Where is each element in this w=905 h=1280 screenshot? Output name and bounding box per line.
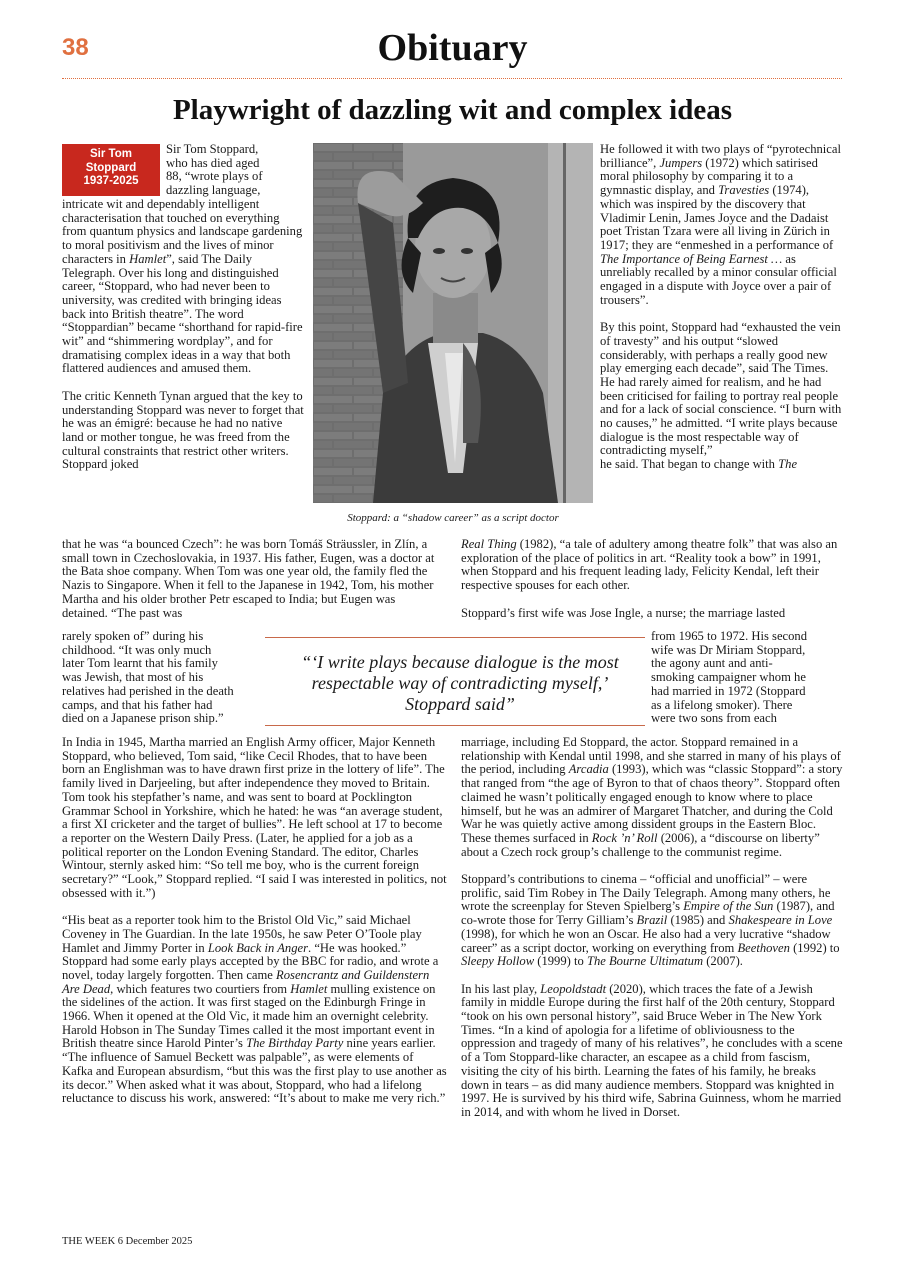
wide-text-2 <box>62 736 447 1106</box>
paragraph-kendal: marriage, including Ed Stoppard, the actor. Stoppard remained in a relationship with Kendal until 1998, and she starred in many of his plays of the period, including Arcadia (1993), which was “classic Stoppard”: a story that ranged from “the age of Byron to that of chaos theory”. Stoppard often claimed he wasn’t politically engaged enough to know where to place himself, but he was an admirer of Margaret Thatcher, and during the Cold War he was quietly active among dissident groups in the Eastern Bloc. These themes surfaced in Rock ’n’ Roll (2006), a “discourse on liberty” about a Czech rock group’s challenge to the communist regime. <box>461 735 843 859</box>
text-line: relatives had perished in the death <box>62 683 234 698</box>
intro-line: who has died aged <box>166 155 260 170</box>
badge-name-last: Stoppard <box>85 161 137 174</box>
wide-text-4 <box>461 736 846 1120</box>
paragraph-real-thing: Real Thing (1982), “a tale of adultery among theatre folk” that was also an exploration of the place of politics in art. “Reality took a bow” in 1991, when Stoppard and his frequent leading lady, Felicity Kendal, left their respective spouses for each other. <box>461 537 838 593</box>
text-line: childhood. “It was only much <box>62 642 212 657</box>
intro-line: 88, “wrote plays of <box>166 169 263 184</box>
portrait-photo <box>313 143 593 503</box>
paragraph-czech: that he was “a bounced Czech”: he was born Tomáš Sträussler, in Zlín, a small town in Czechoslovakia, in 1937. His father, Eugen, was a doctor at the Bata shoe company. When Tom was one year old, the family fled the Nazis to Singapore. When it fell to the Japanese in 1942, Tom, his mother Martha and his older brother Petr escaped to India; but Eugen was detained. “The past was <box>62 537 435 620</box>
paragraph-career: “His beat as a reporter took him to the Bristol Old Vic,” said Michael Coveney in The Guardian. In the late 1950s, he saw Peter O’Toole play Hamlet and Jimmy Porter in Look Back in Anger. “He was hooked.” Stoppard had some early plays accepted by the BBC for radio, and wrote a novel, today largely forgotten. Then came Rosencrantz and Guildenstern Are Dead, which features two courtiers from Hamlet mulling existence on the sidelines of the action. It was first staged on the Edinburgh Fringe in 1966. When it opened at the Old Vic, it made him an overnight celebrity. Harold Hobson in The Sunday Times called it the most important event in British theatre since Harold Pinter’s The Birthday Party nine years earlier. “The influence of Samuel Beckett was palpable”, as were elements of Kafka and European absurdism, “but this was the first play to use another as its decor.” When asked what it was about, Stoppard, who had a lifelong reluctance to discuss his work, answered: “It’s about to make me very rich.” <box>62 913 447 1106</box>
text-line: had married in 1972 (Stoppard <box>651 683 806 698</box>
narrow-text-3 <box>651 630 846 726</box>
paragraph-india: In India in 1945, Martha married an English Army officer, Major Kenneth Stoppard, who believed, Tom said, “like Cecil Rhodes, that to have been born an Englishman was to have drawn first prize in the lottery of life”. The family lived in Darjeeling, but after independence they moved to Britain. Tom took his stepfather’s name, and was sent to board at Pocklington Grammar School in Yorkshire, which he hated: he was “an average student, a first XI cricketer and the target of bullies”. He left school at 17 to become a reporter on the Western Daily Press. (Later, he applied for a job as a political reporter on the London Evening Standard. The editor, Charles Wintour, sternly asked him: “So tell me boy, who is the current foreign secretary?” “Look,” Stoppard replied. “I said I was interested in politics, not obsessed with it.”) <box>62 735 447 900</box>
paragraph-tynan: The critic Kenneth Tynan argued that the key to understanding Stoppard was never to forget that he was an émigré: because he had no native land or mother tongue, he was freed from the cultural constraints that restrict other writers. Stoppard joked <box>62 388 304 472</box>
text-line: were two sons from each <box>651 711 777 726</box>
intro-line: dazzling language, <box>166 183 261 198</box>
text-line: as a lifelong smoker). There <box>651 697 793 712</box>
paragraph-jose: Stoppard’s first wife was Jose Ingle, a nurse; the marriage lasted <box>461 605 786 620</box>
section-title: Obituary <box>377 27 528 69</box>
column-1-text <box>62 198 304 472</box>
pull-quote: “‘I write plays because dialogue is the most respectable way of contradicting myself,’ Stoppard said” <box>301 652 619 714</box>
text-line: was Jewish, that most of his <box>62 670 204 685</box>
paragraph-travesty: By this point, Stoppard had “exhausted the vein of travesty” and his output “slowed considerably, with perhaps a really good new play emerging each decade”, said The Times. He had rarely aimed for realism, and he had been criticised for failing to portray real people and for a lack of social conscience. “I burn with no causes,” he admitted. “I write plays because dialogue is the most respectable way of contradicting myself,” he said. That began to change with The <box>600 320 842 472</box>
portrait-illustration <box>313 143 593 503</box>
header-divider <box>62 78 842 79</box>
text-line: smoking campaigner whom he <box>651 670 806 685</box>
text-line: later Tom learnt that his family <box>62 656 218 671</box>
paragraph-cinema: Stoppard’s contributions to cinema – “official and unofficial” – were prolific, said Tim Robey in The Daily Telegraph. Among many others, he wrote the screenplay for Steven Spielberg’s Empire of the Sun (1987), and co-wrote those for Terry Gilliam’s Brazil (1985) and Shakespeare in Love (1998), for which he won an Oscar. He also had a very lucrative “shadow career” as a script doctor, working on everything from Beethoven (1992) to Sleepy Hollow (1999) to The Bourne Ultimatum (2007). <box>461 872 840 969</box>
text-line: the agony aunt and anti- <box>651 656 773 671</box>
page-number: 38 <box>62 34 89 61</box>
quote-rule-top <box>265 637 645 638</box>
text-line: rarely spoken of” during his <box>62 629 204 643</box>
text-line: died on a Japanese prison ship.” <box>62 711 224 726</box>
photo-caption: Stoppard: a “shadow career” as a script doctor <box>347 512 559 524</box>
page-footer: THE WEEK 6 December 2025 <box>62 1236 193 1247</box>
obituary-badge <box>62 144 160 196</box>
wide-text-1 <box>62 538 444 620</box>
wide-text-3 <box>461 538 846 620</box>
text-line: wife was Dr Miriam Stoppard, <box>651 642 806 657</box>
paragraph-leopoldstadt: In his last play, Leopoldstadt (2020), which traces the fate of a Jewish family in middle Europe during the first half of the 20th century, Stoppard “took on his own personal history”, said Bruce Weber in The New York Times. “In a kind of apologia for a lifetime of obliviousness to the oppression and tragedy of many of his relatives”, he concludes with a scene of a Tom Stoppard-like character, an escapee as a child from fascism, visiting the city of his birth. Learning the fates of his family, he breaks down in tears – as did many audience members. Stoppard was knighted in 1997. He is survived by his third wife, Sabrina Guinness, whom he married in 2014, and with whom he lived in Dorset. <box>461 981 843 1119</box>
paragraph-intro: intricate wit and dependably intelligent characterisation that touched on everything from quantum physics and landscape gardening to moral positivism and the lives of minor characters in Hamlet”, said The Daily Telegraph. Over his long and distinguished career, “Stoppard, who had never been to university, was credited with bringing ideas back into British theatre”. The word “Stoppardian” became “shorthand for rapid-fire wit” and “shimmering wordplay”, and for dramatising complex ideas in a way that both flattered audiences and amused them. <box>62 197 303 376</box>
text-line: from 1965 to 1972. His second <box>651 629 808 643</box>
paragraph-jumpers: He followed it with two plays of “pyrotechnical brilliance”, Jumpers (1972) which satirised moral philosophy by comparing it to a gymnastic display, and Travesties (1974), which was inspired by the discovery that Vladimir Lenin, James Joyce and the Dadaist poet Tristan Tzara were all living in Zürich in 1917; they are “enmeshed in a performance of The Importance of Being Earnest … as unreliably recalled by a minor consular official engaged in a dispute with Joyce over a pair of trousers”. <box>600 142 841 307</box>
intro-line: Sir Tom Stoppard, <box>166 142 259 156</box>
article-headline: Playwright of dazzling wit and complex ideas <box>172 94 733 126</box>
narrow-text-1 <box>62 630 262 726</box>
text-line: camps, and that his father had <box>62 697 213 712</box>
badge-name-first: Sir Tom <box>90 148 132 160</box>
badge-years: 1937-2025 <box>83 175 139 187</box>
intro-lines <box>166 143 306 198</box>
quote-rule-bottom <box>265 725 645 726</box>
column-3-text <box>600 143 842 472</box>
